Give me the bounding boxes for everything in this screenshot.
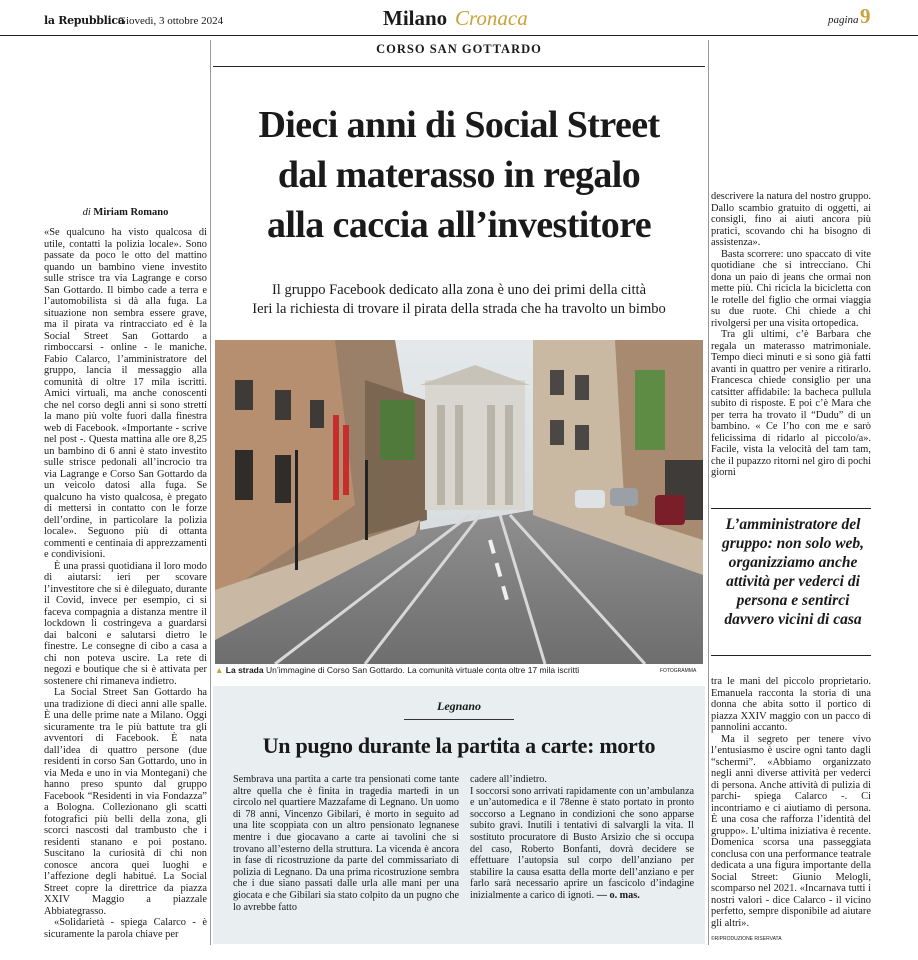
paragraph: La Social Street San Gottardo ha una tradizione di dieci anni alle spalle. È una delle prime nate a Milano. Oggi sicuramente tra le più battute tra gli avventori di Facebook. È nata dall’idea di quattro persone (due residenti in corso San Gottardo, uno in via Meda e uno in via Montegani) che hanno preso spunto dal gruppo Facebook “Residenti in via Fondazza” a Bologna. Collezionano gli scatti fotografici più belli della zona, gli scorci nascosti dal trambusto che i residenti stanano e poi postano. Suscitano la curiosità di chi non conosce ancora quei luoghi e l’affezione degli habitué. La Social Street copre la direttrice da piazza XXIV Maggio a piazzale Abbiategrasso.: [44, 687, 207, 917]
photo-caption: ▲ La strada Un’immagine di Corso San Gottardo. La comunità virtuale conta oltre 17 mila iscritti: [215, 665, 580, 675]
column-divider: [708, 40, 709, 945]
section-name: Cronaca: [455, 6, 528, 30]
byline-prefix: di: [82, 207, 91, 218]
article-right-column-continued: [711, 676, 871, 942]
quote-rule: [711, 655, 871, 656]
headline-line: alla caccia all’investitore: [266, 204, 652, 246]
byline-author: Miriam Romano: [93, 207, 169, 218]
section-city: Milano: [383, 6, 448, 30]
column-divider: [210, 40, 211, 945]
paragraph: Ma il segreto per tenere vivo l’entusiasmo è uscire ogni tanto dagli “schermi”. «Abbiamo organizzato negli anni diverse attività per vederci di persona. Anche attività di pulizia di parchi- spiega Calarco -. Ci incontriamo e ci aiutiamo di persona. È una cosa che rafforza l’identità del gruppo». L’ultima iniziativa è recente. Domenica scorsa una passeggiata conclusa con una performance teatrale dedicata a una figura importante della Social Street: Giunio Melogli, scomparso nel 2021. «Incarnava tutti i nostri valori - dice Calarco - il vicino perfetto, sempre disponibile ad aiutare gli altri».: [711, 733, 871, 929]
box-signature: — o. mas.: [596, 889, 640, 901]
copyright-note: ©RIPRODUZIONE RISERVATA: [711, 936, 782, 942]
caption-label: La strada: [225, 665, 264, 675]
paragraph: Tra gli ultimi, c’è Barbara che regala un materasso matrimoniale. Tempo dieci minuti e si sono già fatti avanti in quattro per venire a ritirarlo. Francesca chiede consiglio per una catsitter affidabile: la bacheca pullula subito di risposte. E poi c’è Mara che per terra ha trovato il “Dudu” di un bambino. « Ce l’ho con me e sarò felicissima di ridarlo al piccolo/a». Facile, vista la velocità del tam tam, che il pupazzo ritorni nel giro di pochi giorni: [711, 329, 871, 478]
newspaper-logo: la Repubblica: [44, 14, 125, 27]
paragraph: tra le mani del piccolo proprietario. Emanuela racconta la storia di una donna che abita sotto il portico di piazza XXIV maggio con un pacco di pannolini accanto.: [711, 676, 871, 733]
subhead-line: Ieri la richiesta di trovare il pirata della strada che ha travolto un bimbo: [252, 301, 666, 317]
article-headline: [213, 100, 705, 250]
street-photo-illustration: [215, 340, 703, 664]
issue-date: Giovedì, 3 ottobre 2024: [118, 15, 224, 27]
street-photo: [215, 340, 703, 664]
article-kicker: CORSO SAN GOTTARDO: [376, 42, 542, 56]
headline-line: dal materasso in regalo: [277, 154, 641, 196]
paragraph: descrivere la natura del nostro gruppo. Dallo scambio gratuito di oggetti, ai consigli, fino ai aiuti ancora più pratici, scovando chi ha bisogno di assistenza».: [711, 191, 871, 248]
box-kicker: Legnano: [436, 699, 481, 713]
box-kicker-rule: [404, 719, 514, 720]
box-column-2-text: cadere all’indietro. I soccorsi sono arrivati rapidamente con un’ambulanza e un’automedica e il 78enne è stato portato in pronto soccorso a Legnano in condizioni che sono apparse subito gravi. Inutili i tentativi di salvargli la vita. Il sostituto procuratore di Busto Arsizio che si occupa del caso, Roberto Bonfanti, dovrà decidere se effettuare l’autopsia sul corpo dell’anziano per stabilire la causa esatta della morte dell’anziano e per farlo sarà necessario aprire un fascicolo d’indagine inizialmente a carico di ignoti.: [470, 774, 694, 901]
page-label: pagina: [828, 14, 859, 26]
paragraph: È una prassi quotidiana il loro modo di aiutarsi: ieri per scovare l’investitore che si è dileguato, durante il Covid, invece per esempio, ci si faceva compagnia a distanza mentre il lockdown li costringeva a guardarsi dai balconi e salutarsi dietro le finestre. Le consegne di cibo a casa a chi non poteva uscire. La rete di negozi e boutique che si è attivata per sostenere chi rimaneva indietro.: [44, 560, 207, 687]
paragraph: «Solidarietà - spiega Calarco - è sicuramente la parola chiave per: [44, 917, 207, 940]
paragraph: Basta scorrere: uno spaccato di vite quotidiane che si intrecciano. Chi dona un paio di jeans che ormai non mette più. Chi ricicla la bicicletta con le rotelle del figlio che ormai viaggia su due ruote. Chi chiede a chi rivolgersi per una visita ortopedica.: [711, 248, 871, 329]
box-column-1: Sembrava una partita a carte tra pensionati come tante altre quella che è finita in tragedia martedì in un circolo nel quartiere Mazzafame di Legnano. Un uomo di 78 anni, Vincenzo Gibilari, è morto in seguito ad una lite scoppiata con un altro pensionato legnanese mentre i due giocavano a carte ai tavolini che si trovano all’esterno della struttura. La vicenda è ancora in fase di ricostruzione da parte del commissariato di polizia di Legnano. Da una prima ricostruzione sembra che i due siano passati dalle urla alle mani per una giocata e che Gibilari sia stato colpito da un pugno che lo avrebbe fatto: [233, 774, 459, 913]
kicker-rule: [213, 66, 705, 67]
byline: [44, 207, 207, 218]
headline-line: Dieci anni di Social Street: [258, 104, 660, 146]
photo-credit: FOTOGRAMMA: [660, 668, 697, 674]
caption-text: Un’immagine di Corso San Gottardo. La comunità virtuale conta oltre 17 mila iscritti: [265, 665, 580, 675]
paragraph: «Se qualcuno ha visto qualcosa di utile, contatti la polizia locale». Sono passate da poco le otto del mattino quando un bambino viene investito sulle strisce tra via Lagrange e corso San Gottardo. Il bimbo cade a terra e l’automobilista si dà alla fuga. La situazione non sembra essere grave, ma il pirata va rintracciato ed è la Social Street San Gottardo a rimboccarsi - online - le maniche. Fabio Calarco, l’amministratore del gruppo, lancia il messaggio alla comunità di oltre 17 mila iscritti. Amici virtuali, ma anche conoscenti che nel corso degli anni si sono stretti la mano più volte fuori dalla finestra web di Facebook. «Importante - scrive nel post -. Questa mattina alle ore 8,25 un bambino di 6 anni è stato investito sulle strisce pedonali all’incrocio tra via Lagrange e Corso San Gottardo da un veicolo datosi alla fuga. Se qualcuno ha visto qualcosa, è pregato di mettersi in contatto con le forze dell’ordine, in particolare la polizia locale». Seguono più di ottanta commenti e centinaia di apprezzamenti e condivisioni.: [44, 227, 207, 560]
pull-quote: L’amministratore del gruppo: non solo web, organizziamo anche attività per vederci di persona e sentirci davvero vicini di casa: [721, 516, 865, 628]
article-left-column: [44, 227, 207, 942]
article-right-column: [711, 191, 871, 527]
box-headline: Un pugno durante la partita a carte: morto: [262, 733, 656, 758]
subhead-line: Il gruppo Facebook dedicato alla zona è uno dei primi della città: [271, 282, 647, 298]
article-subhead: [213, 281, 705, 319]
box-column-2: [470, 774, 694, 944]
page-number: 9: [860, 4, 871, 28]
quote-rule: [711, 508, 871, 509]
